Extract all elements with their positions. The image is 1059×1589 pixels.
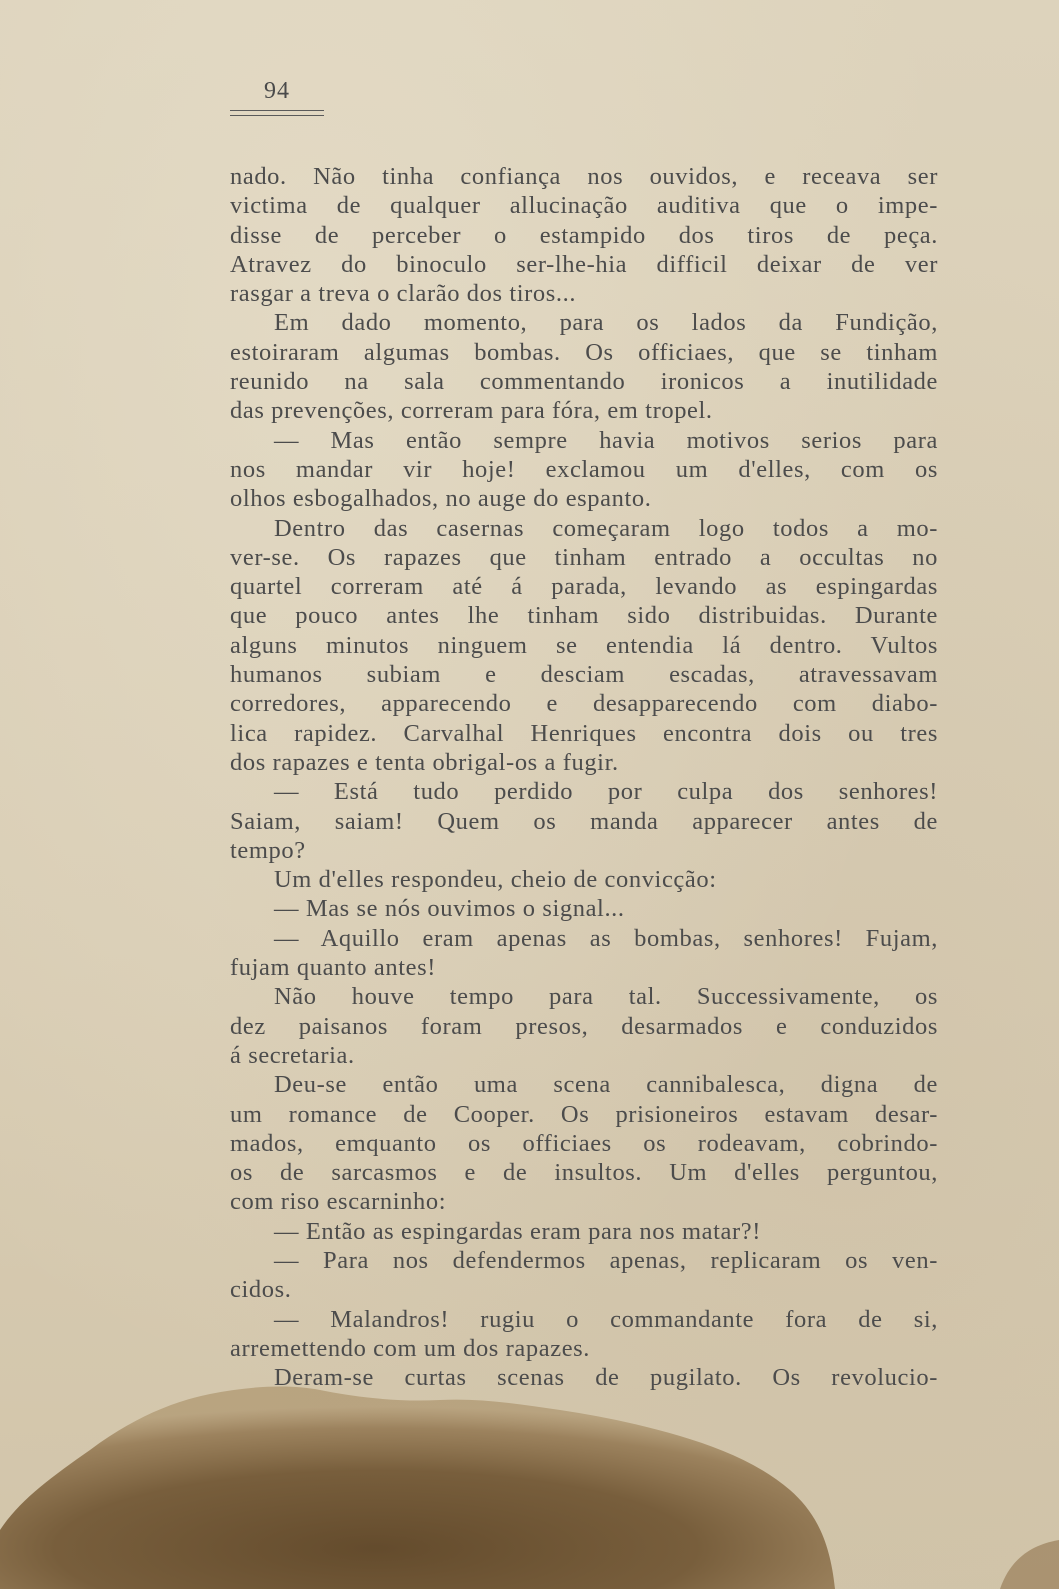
text-line: nado. Não tinha confiança nos ouvidos, e receava ser <box>230 163 938 190</box>
text-line: rasgar a treva o clarão dos tiros... <box>230 280 577 308</box>
text-line: dez paisanos foram presos, desarmados e conduzidos <box>230 1012 938 1040</box>
text-line: — Aquillo eram apenas as bombas, senhores! Fujam, <box>274 924 938 952</box>
body-text <box>230 162 938 1392</box>
text-line: Um d'elles respondeu, cheio de convicção: <box>274 866 717 894</box>
text-line: corredores, apparecendo e desapparecendo com diabo- <box>230 690 938 718</box>
text-line: fujam quanto antes! <box>230 954 436 982</box>
text-line: os de sarcasmos e de insultos. Um d'elles perguntou, <box>230 1159 938 1187</box>
text-line: Deram-se curtas scenas de pugilato. Os revolucio- <box>274 1364 938 1392</box>
text-line: dos rapazes e tenta obrigal-os a fugir. <box>230 748 619 776</box>
text-line: nos mandar vir hoje! exclamou um d'elles, com os <box>230 455 938 483</box>
text-line: alguns minutos ninguem se entendia lá dentro. Vultos <box>230 631 938 659</box>
text-line: — Para nos defendermos apenas, replicaram os ven- <box>274 1246 938 1274</box>
page-number-rule <box>230 110 324 116</box>
text-line: Dentro das casernas começaram logo todos a mo- <box>274 514 938 542</box>
text-line: Não houve tempo para tal. Successivamente, os <box>274 983 938 1011</box>
text-line: estoiraram algumas bombas. Os officiaes, que se tinham <box>230 338 938 366</box>
text-line: cidos. <box>230 1276 292 1304</box>
text-line: quartel correram até á parada, levando as espingardas <box>230 573 938 601</box>
text-line: — Está tudo perdido por culpa dos senhores! <box>274 778 938 806</box>
text-line: á secretaria. <box>230 1041 355 1069</box>
text-line: olhos esbogalhados, no auge do espanto. <box>230 485 652 513</box>
text-line: que pouco antes lhe tinham sido distribuidas. Durante <box>230 602 938 630</box>
text-line: victima de qualquer allucinação auditiva que o impe- <box>230 192 938 220</box>
page-number: 94 <box>264 78 290 104</box>
text-line: um romance de Cooper. Os prisioneiros estavam desar- <box>230 1100 938 1128</box>
text-line: — Mas se nós ouvimos o signal... <box>274 895 625 923</box>
text-line: com riso escarninho: <box>230 1188 447 1216</box>
text-line: das prevenções, correram para fóra, em tropel. <box>230 397 713 425</box>
text-line: disse de perceber o estampido dos tiros de peça. <box>230 221 938 249</box>
text-line: Deu-se então uma scena cannibalesca, digna de <box>274 1071 938 1099</box>
text-line: Atravez do binoculo ser-lhe-hia difficil deixar de ver <box>230 250 938 278</box>
text-line: Saiam, saiam! Quem os manda apparecer antes de <box>230 807 938 835</box>
text-line: — Malandros! rugiu o commandante fora de si, <box>274 1305 938 1333</box>
text-line: ver-se. Os rapazes que tinham entrado a occultas no <box>230 543 938 571</box>
text-line: mados, emquanto os officiaes os rodeavam, cobrindo- <box>230 1129 938 1157</box>
text-line: lica rapidez. Carvalhal Henriques encontra dois ou tres <box>230 719 938 747</box>
text-line: reunido na sala commentando ironicos a inutilidade <box>230 368 938 396</box>
text-line: tempo? <box>230 836 306 864</box>
text-line: arremettendo com um dos rapazes. <box>230 1334 591 1362</box>
text-line: — Então as espingardas eram para nos matar?! <box>274 1217 761 1245</box>
text-line: — Mas então sempre havia motivos serios para <box>274 426 938 454</box>
text-line: humanos subiam e desciam escadas, atravessavam <box>230 661 938 689</box>
text-line: Em dado momento, para os lados da Fundição, <box>274 309 938 337</box>
water-stain <box>0 1380 1059 1589</box>
